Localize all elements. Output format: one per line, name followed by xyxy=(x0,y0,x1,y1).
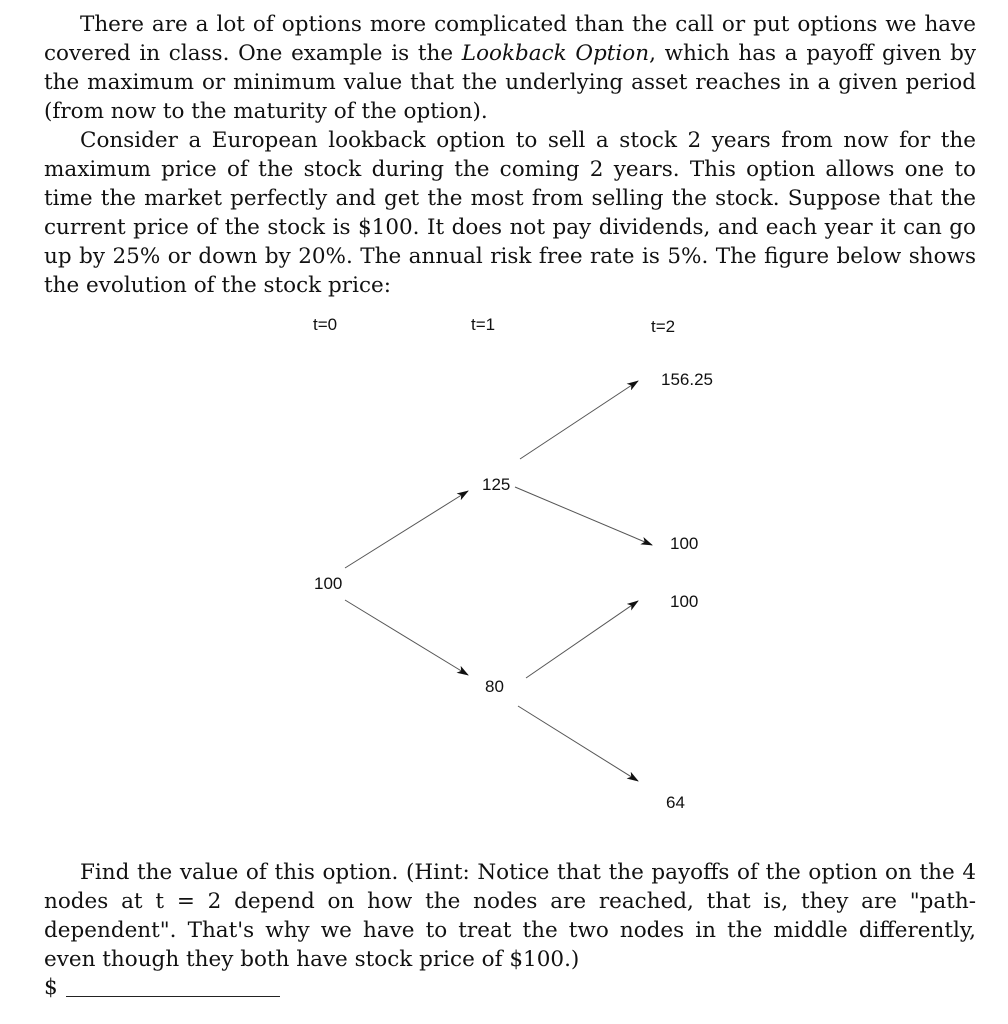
answer-dollar-sign: $ xyxy=(44,975,58,1000)
edge-up-to-ud xyxy=(515,487,652,545)
intro-paragraph: There are a lot of options more complicated than the call or put options we have covered in class. One example is the Lookback Option, which has a payoff given by the maximum or minimum value that the underlying asset reaches in a given period (from now to the maturity of the option). xyxy=(44,12,976,124)
node-t1-down: 80 xyxy=(485,677,504,696)
edge-down-to-dd xyxy=(518,706,638,781)
binomial-price-tree xyxy=(0,290,1008,830)
lookback-option-term: Lookback Option xyxy=(461,41,650,66)
edge-up-to-uu xyxy=(520,381,638,459)
node-t2-down-down: 64 xyxy=(666,793,685,812)
edge-down-to-du xyxy=(526,601,638,678)
node-t0: 100 xyxy=(314,574,343,593)
node-t2-down-up: 100 xyxy=(670,592,699,611)
edge-t0-to-up xyxy=(345,491,468,568)
time-label-t1: t=1 xyxy=(471,315,496,334)
problem-setup-paragraph: Consider a European lookback option to sell a stock 2 years from now for the maximum price of the stock during the coming 2 years. This option allows one to time the market perfectly and get the most from selling the stock. Suppose that the current price of the stock is $100. It does not pay dividends, and each year it can go up by 25% or down by 20%. The annual risk free rate is 5%. The figure below shows the evolution of the stock price: xyxy=(44,128,976,298)
node-t2-up-down: 100 xyxy=(670,534,699,553)
question-paragraph: Find the value of this option. (Hint: Notice that the payoffs of the option on the 4 nodes at t = 2 depend on how the nodes are reached, that is, they are "path-dependent". That's why we have to treat the two nodes in the middle differently, even though they both have stock price of $100.) xyxy=(44,860,976,972)
time-label-t0: t=0 xyxy=(313,315,338,334)
answer-blank[interactable] xyxy=(66,996,280,997)
time-label-t2: t=2 xyxy=(651,317,676,336)
node-t1-up: 125 xyxy=(482,475,511,494)
node-t2-up-up: 156.25 xyxy=(661,370,713,389)
edge-t0-to-down xyxy=(345,600,468,675)
